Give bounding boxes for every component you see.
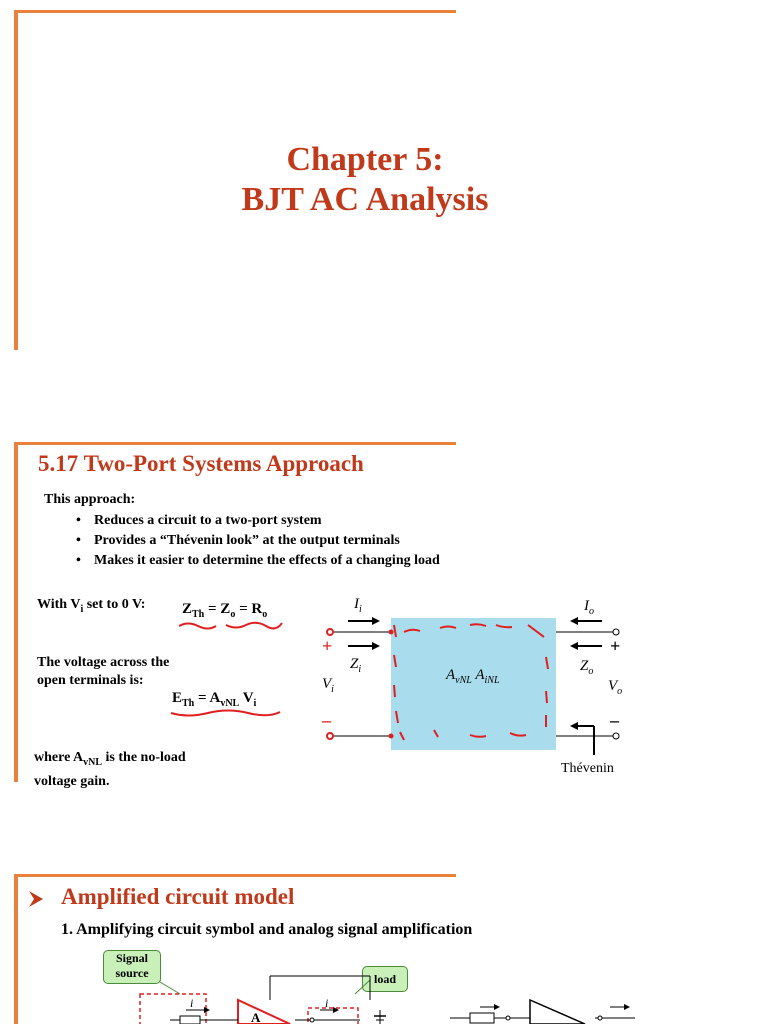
signal-source-callout: Signal source xyxy=(103,950,161,984)
input-minus-sign: – xyxy=(322,710,331,730)
zth-equation: $Z_{Th} = Z_o = R_o$ xyxy=(182,601,268,620)
gain-label: $A_{vNL}$ $A_{iNL}$ xyxy=(446,667,500,686)
voltage-text: The voltage across the open terminals is: xyxy=(37,655,170,688)
input-terminal-bottom xyxy=(327,733,333,739)
thevenin-label: Thévenin xyxy=(561,761,614,776)
output-terminal-top xyxy=(613,629,619,635)
two-port-diagram xyxy=(320,595,640,785)
thevenin-arrow-icon xyxy=(570,722,578,730)
zo-label: $Z_o$ xyxy=(580,658,594,677)
output-terminal-bottom xyxy=(613,733,619,739)
approach-bullets xyxy=(76,511,440,571)
amp-symbol-label: A xyxy=(251,1010,261,1025)
io-label: $I_o$ xyxy=(584,598,594,617)
zi-arrow-icon xyxy=(372,642,380,650)
load-callout: load xyxy=(362,966,408,992)
input-terminal-top xyxy=(327,629,333,635)
zi-label: $Z_i$ xyxy=(350,656,362,675)
slide1-title xyxy=(150,140,580,220)
eth-equation: $E_{Th} = A_{vNL}$ $V_i$ xyxy=(172,690,257,709)
slide2-top-bar xyxy=(14,442,456,445)
ii-label-amp: i xyxy=(190,996,194,1010)
chevron-right-icon xyxy=(26,889,46,909)
output-plus-sign: + xyxy=(610,636,621,656)
approach-intro: This approach: xyxy=(44,492,136,507)
vo-label: $V_o$ xyxy=(608,678,623,697)
slide3-title: Amplified circuit model xyxy=(61,884,295,909)
slide3-subtitle: 1. Amplifying circuit symbol and analog signal amplification xyxy=(61,921,473,938)
where-text: where $A_{vNL}$ is the no-load voltage gain. xyxy=(34,750,186,789)
port-node xyxy=(389,630,394,635)
bullet-item: • Provides a “Thévenin look” at the output terminals xyxy=(94,531,440,551)
eth-underline-mark xyxy=(168,706,283,720)
input-plus-sign: + xyxy=(322,636,333,656)
zth-underline-marks xyxy=(176,618,286,634)
slide3-top-bar xyxy=(14,874,456,877)
slide1-left-bar xyxy=(14,10,18,350)
slide2-left-bar xyxy=(14,442,18,782)
io-arrow-icon xyxy=(570,617,578,625)
slide2-title: 5.17 Two-Port Systems Approach xyxy=(38,451,364,476)
amplifier-circuit-diagram xyxy=(130,960,420,1024)
chapter-subtitle: BJT AC Analysis xyxy=(241,181,489,218)
zo-arrow-icon xyxy=(570,642,578,650)
chapter-title: Chapter 5: xyxy=(286,141,444,178)
slide1-top-bar xyxy=(14,10,456,13)
slide3-left-bar xyxy=(14,874,18,1024)
bullet-item: • Reduces a circuit to a two-port system xyxy=(94,511,440,531)
with-vi-text: With $V_i$ set to 0 V: xyxy=(37,597,146,615)
ii-label: $I_i$ xyxy=(354,596,362,615)
io-label-amp: i xyxy=(325,996,329,1010)
ii-arrow-icon xyxy=(372,617,380,625)
amplifier-symbol-right xyxy=(450,995,650,1024)
bullet-item: • Makes it easier to determine the effects of a changing load xyxy=(94,551,440,571)
output-minus-sign: – xyxy=(610,710,619,730)
vi-label: $V_i$ xyxy=(322,676,334,695)
port-node xyxy=(389,734,394,739)
